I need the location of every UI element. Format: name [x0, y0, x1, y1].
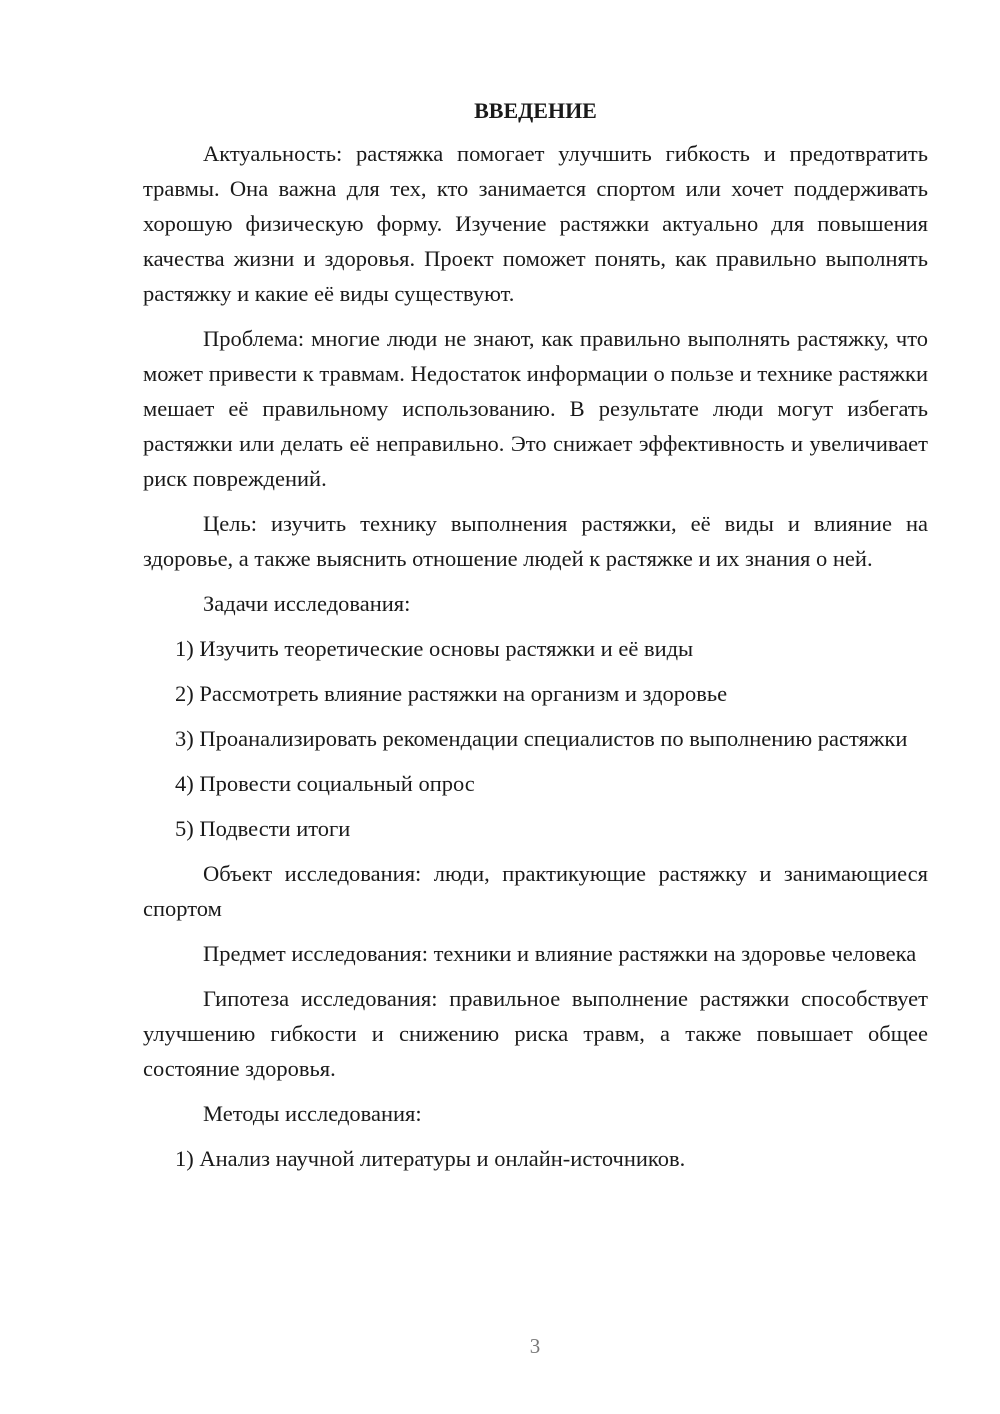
task-item-2: 2) Рассмотреть влияние растяжки на организм и здоровье — [175, 681, 728, 706]
task-item-3: 3) Проанализировать рекомендации специалистов по выполнению растяжки — [175, 726, 908, 751]
page-title: ВВЕДЕНИЕ — [474, 98, 597, 123]
page-number: 3 — [529, 1334, 541, 1358]
task-item-5: 5) Подвести итоги — [175, 816, 351, 841]
subject-paragraph: Предмет исследования: техники и влияние растяжки на здоровье человека — [203, 941, 917, 966]
goal-paragraph: Цель: изучить технику выполнения растяжки, её виды и влияние на здоровье, а также выяснить отношение людей к растяжке и их знания о ней. — [143, 511, 928, 571]
task-item-4: 4) Провести социальный опрос — [175, 771, 475, 796]
object-paragraph: Объект исследования: люди, практикующие растяжку и занимающиеся спортом — [143, 861, 928, 921]
tasks-heading: Задачи исследования: — [203, 591, 411, 616]
task-item-1: 1) Изучить теоретические основы растяжки и её виды — [175, 636, 694, 661]
problem-paragraph: Проблема: многие люди не знают, как правильно выполнять растяжку, что может привести к травмам. Недостаток информации о пользе и технике растяжки мешает её правильному использованию. В результате люди могут избегать растяжки или делать её неправильно. Это снижает эффективность и увеличивает риск повреждений. — [143, 326, 928, 491]
methods-heading: Методы исследования: — [203, 1101, 422, 1126]
hypothesis-paragraph: Гипотеза исследования: правильное выполнение растяжки способствует улучшению гибкости и снижению риска травм, а также повышает общее состояние здоровья. — [143, 986, 928, 1081]
method-item-1: 1) Анализ научной литературы и онлайн-источников. — [175, 1146, 686, 1171]
relevance-paragraph: Актуальность: растяжка помогает улучшить гибкость и предотвратить травмы. Она важна для тех, кто занимается спортом или хочет поддерживать хорошую физическую форму. Изучение растяжки актуально для повышения качества жизни и здоровья. Проект поможет понять, как правильно выполнять растяжку и какие её виды существуют. — [143, 141, 928, 306]
document-page — [143, 96, 928, 1186]
